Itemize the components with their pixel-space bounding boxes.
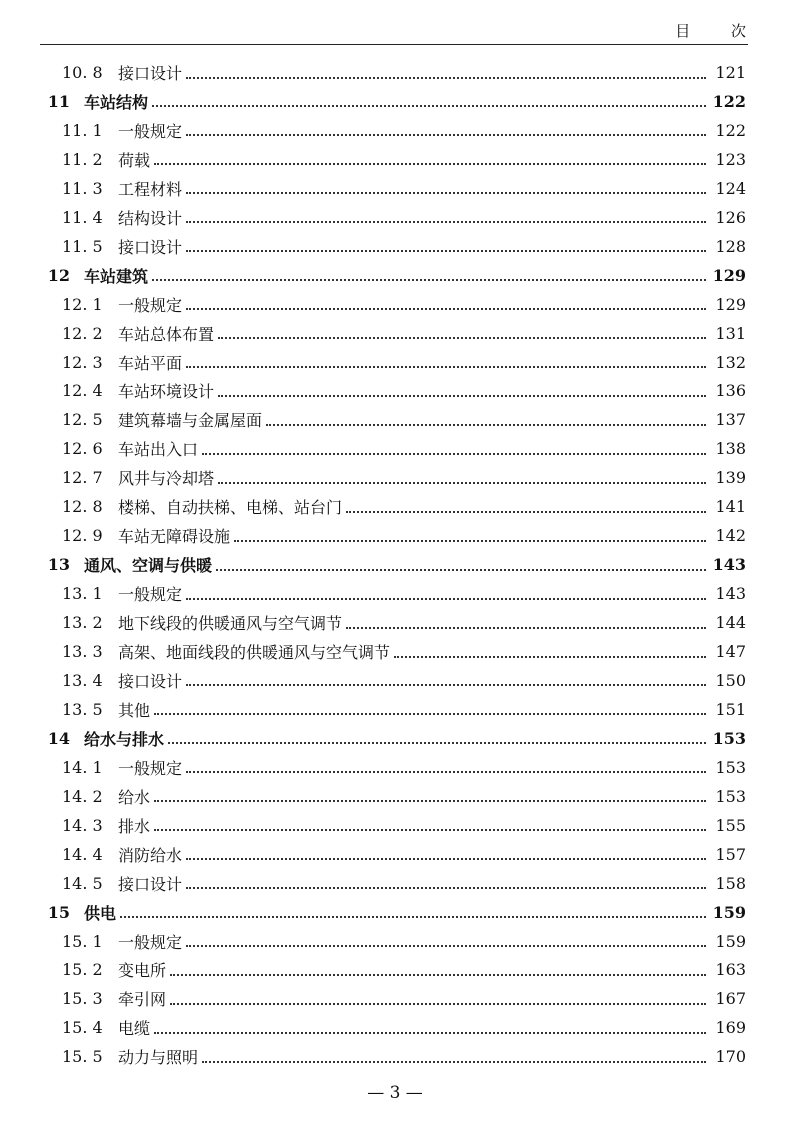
dot-leader (218, 482, 706, 484)
toc-entry-page: 144 (715, 613, 746, 633)
toc-entry-page: 138 (715, 439, 746, 459)
toc-entry-number: 12. 4 (62, 381, 103, 401)
dot-leader (186, 134, 706, 136)
toc-entry-page: 157 (715, 844, 746, 864)
toc-entry-title: 车站建筑 (84, 266, 149, 286)
toc-entry-number: 13 (47, 555, 70, 575)
toc-entry-title: 动力与照明 (118, 1048, 199, 1068)
dot-leader (394, 656, 706, 658)
toc-entry-number: 12. 7 (62, 468, 103, 488)
toc-entry-number: 11. 1 (62, 120, 103, 140)
toc-entry-number: 15 (47, 902, 70, 922)
toc-section-row (0, 405, 790, 434)
header-title: 目 次 (675, 22, 764, 40)
toc-section-row (0, 811, 790, 840)
toc-entry-title: 排水 (118, 816, 151, 836)
toc-section-row (0, 666, 790, 695)
toc-entry-title: 一般规定 (118, 585, 183, 605)
dot-leader (186, 250, 706, 252)
toc-entry-page: 170 (715, 1047, 746, 1067)
dot-leader (152, 105, 706, 107)
dot-leader (216, 569, 706, 571)
toc-entry-page: 121 (715, 63, 746, 82)
toc-entry-page: 151 (715, 699, 746, 719)
toc-section-row (0, 376, 790, 405)
toc-entry-title: 风井与冷却塔 (118, 469, 215, 489)
dot-leader (266, 424, 706, 426)
toc-entry-number: 15. 2 (62, 960, 103, 980)
toc-section-row (0, 434, 790, 463)
toc-entry-title: 高架、地面线段的供暖通风与空气调节 (118, 643, 391, 662)
toc-entry-title: 车站环境设计 (118, 382, 215, 402)
dot-leader (186, 598, 706, 600)
toc-entry-title: 一般规定 (118, 121, 183, 141)
toc-entry-page: 137 (715, 410, 746, 430)
toc-entry-title: 地下线段的供暖通风与空气调节 (118, 614, 343, 634)
dot-leader (168, 742, 706, 744)
toc-entry-page: 136 (715, 381, 746, 401)
dot-leader (186, 771, 706, 773)
toc-entry-title: 变电所 (118, 961, 167, 981)
toc-section-row (0, 1042, 790, 1071)
toc-entry-page: 123 (715, 149, 746, 169)
toc-entry-page: 167 (715, 989, 746, 1009)
toc-section-row (0, 782, 790, 811)
dot-leader (186, 858, 706, 860)
toc-section-row (0, 492, 790, 521)
dot-leader (170, 974, 706, 976)
toc-entry-number: 11. 3 (62, 178, 103, 198)
toc-section-row (0, 232, 790, 261)
toc-entry-page: 128 (715, 236, 746, 256)
toc-entry-title: 建筑幕墙与金属屋面 (118, 411, 263, 431)
toc-entry-page: 159 (715, 931, 746, 951)
page-number: — 3 — (367, 1083, 423, 1103)
dot-leader (186, 684, 706, 686)
toc-entry-title: 消防给水 (118, 845, 183, 865)
toc-entry-number: 11. 4 (62, 207, 103, 227)
toc-entry-number: 12. 9 (62, 526, 103, 546)
toc-chapter-row (0, 261, 790, 290)
toc-entry-page: 147 (715, 642, 746, 661)
toc-entry-number: 12. 5 (62, 410, 103, 430)
toc-entry-number: 12. 6 (62, 439, 103, 459)
toc-entry-number: 12. 2 (62, 323, 103, 343)
toc-entry-title: 车站总体布置 (118, 324, 215, 344)
toc-section-row (0, 174, 790, 203)
dot-leader (218, 395, 706, 397)
toc-entry-title: 通风、空调与供暖 (84, 556, 213, 576)
toc-entry-page: 139 (715, 468, 746, 488)
dot-leader (346, 511, 706, 513)
toc-entry-page: 129 (712, 265, 746, 285)
toc-entry-page: 155 (715, 815, 746, 835)
toc-entry-number: 14. 1 (62, 757, 103, 777)
toc-entry-page: 163 (715, 960, 746, 980)
toc-entry-title: 车站结构 (84, 92, 149, 112)
toc-section-row (0, 637, 790, 666)
toc-entry-number: 14. 2 (62, 786, 103, 806)
dot-leader (202, 453, 706, 455)
dot-leader (154, 1032, 706, 1034)
toc-entry-title: 接口设计 (118, 671, 183, 691)
toc-entry-title: 电缆 (118, 1019, 151, 1039)
toc-entry-title: 接口设计 (118, 64, 183, 83)
toc-entry-number: 11. 2 (62, 149, 103, 169)
toc-entry-page: 129 (715, 294, 746, 314)
toc-entry-number: 14. 3 (62, 815, 103, 835)
toc-section-row (0, 608, 790, 637)
toc-entry-number: 15. 4 (62, 1018, 103, 1038)
toc-section-row (0, 463, 790, 492)
toc-section-row (0, 348, 790, 377)
toc-chapter-row (0, 898, 790, 927)
toc-entry-page: 159 (712, 902, 746, 922)
toc-entry-page: 122 (715, 120, 746, 140)
page-header (40, 18, 764, 45)
toc-entry-title: 车站无障碍设施 (118, 527, 231, 547)
toc-entry-page: 158 (715, 873, 746, 893)
toc-entry-number: 12 (47, 265, 70, 285)
toc-entry-page: 153 (712, 728, 746, 748)
toc-entry-page: 142 (715, 526, 746, 546)
toc-entry-page: 141 (715, 497, 746, 517)
toc-entry-page: 143 (715, 584, 746, 604)
toc-section-row (0, 753, 790, 782)
toc-entry-page: 153 (715, 757, 746, 777)
toc-entry-page: 143 (712, 555, 746, 575)
toc-entry-title: 一般规定 (118, 295, 183, 315)
toc-entry-title: 荷载 (118, 150, 151, 170)
toc-entry-page: 126 (715, 207, 746, 227)
toc-entry-number: 15. 3 (62, 989, 103, 1009)
dot-leader (154, 829, 706, 831)
dot-leader (154, 163, 706, 165)
toc-entry-page: 124 (715, 178, 746, 198)
dot-leader (218, 337, 706, 339)
dot-leader (234, 540, 706, 542)
toc-section-row (0, 840, 790, 869)
toc-entry-title: 车站平面 (118, 353, 183, 373)
toc-entry-page: 122 (712, 91, 746, 111)
dot-leader (186, 77, 706, 79)
toc-chapter-row (0, 87, 790, 116)
toc-entry-title: 接口设计 (118, 874, 183, 894)
dot-leader (202, 1061, 706, 1063)
dot-leader (152, 279, 706, 281)
toc-entry-title: 车站出入口 (118, 440, 199, 460)
toc-section-row (0, 1013, 790, 1042)
toc-section-row (0, 927, 790, 956)
toc-entry-number: 12. 1 (62, 294, 103, 314)
toc-entry-title: 一般规定 (118, 758, 183, 778)
toc-entry-title: 接口设计 (118, 237, 183, 257)
toc-entry-number: 11. 5 (62, 236, 103, 256)
toc-section-row (0, 203, 790, 232)
dot-leader (186, 221, 706, 223)
toc-section-row (0, 145, 790, 174)
toc-entry-number: 14. 5 (62, 873, 103, 893)
toc-section-row (0, 695, 790, 724)
dot-leader (154, 713, 706, 715)
toc-entry-page: 169 (715, 1018, 746, 1038)
dot-leader (186, 945, 706, 947)
toc-entry-title: 给水 (118, 787, 151, 807)
toc-entry-number: 11 (47, 91, 70, 111)
dot-leader (120, 916, 706, 918)
dot-leader (170, 1003, 706, 1005)
dot-leader (186, 192, 706, 194)
toc-entry-title: 工程材料 (118, 179, 183, 199)
toc-entry-number: 13. 1 (62, 584, 103, 604)
toc-entry-number: 12. 3 (62, 352, 103, 372)
toc-section-row (0, 116, 790, 145)
toc-entry-page: 132 (715, 352, 746, 372)
toc-entry-title: 其他 (118, 700, 151, 720)
toc-chapter-row (0, 550, 790, 579)
toc-entry-number: 10. 8 (62, 63, 103, 82)
toc-entry-number: 13. 2 (62, 613, 103, 633)
toc-entry-title: 结构设计 (118, 208, 183, 228)
toc-entry-number: 14. 4 (62, 844, 103, 864)
toc-section-row (0, 319, 790, 348)
toc-entry-title: 一般规定 (118, 932, 183, 952)
dot-leader (154, 800, 706, 802)
toc-section-row (0, 58, 790, 87)
toc-entry-number: 14 (47, 728, 70, 748)
toc-entry-title: 楼梯、自动扶梯、电梯、站台门 (118, 498, 343, 518)
toc-entry-page: 153 (715, 786, 746, 806)
toc-entry-number: 15. 1 (62, 931, 103, 951)
toc-entry-title: 供电 (84, 903, 117, 923)
dot-leader (346, 627, 706, 629)
dot-leader (186, 308, 706, 310)
toc-entry-number: 13. 3 (62, 642, 103, 661)
toc-entry-number: 13. 5 (62, 699, 103, 719)
toc-entry-page: 131 (715, 323, 746, 343)
dot-leader (186, 887, 706, 889)
dot-leader (186, 366, 706, 368)
toc-section-row (0, 579, 790, 608)
toc-section-row (0, 290, 790, 319)
toc-entry-title: 给水与排水 (84, 729, 165, 749)
toc-section-row (0, 984, 790, 1013)
toc-entry-number: 12. 8 (62, 497, 103, 517)
toc-section-row (0, 869, 790, 898)
toc-section-row (0, 521, 790, 550)
toc-entry-number: 13. 4 (62, 670, 103, 690)
toc-entry-title: 牵引网 (118, 990, 167, 1010)
toc-chapter-row (0, 724, 790, 753)
toc-entry-number: 15. 5 (62, 1047, 103, 1067)
toc-entry-page: 150 (715, 670, 746, 690)
toc-section-row (0, 955, 790, 984)
